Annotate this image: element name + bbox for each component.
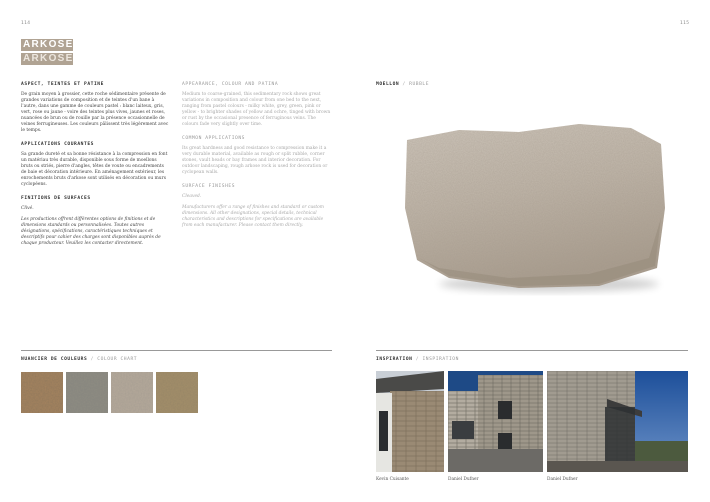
moellon-heading: MOELLON / RUBBLE	[376, 82, 430, 87]
inspiration-en: INSPIRATION	[422, 357, 459, 362]
appearance-body: Medium to coarse-grained, this sedimentary rock shows great variations in composition and colour from one bed to the next, ranging from pastel colours - milky white, grey, green, pink or yellow - to brighter shades of yellow and ochre, tinged with brown or rust by the occasional presence of ferruginous veins. The colours fade very slightly over time.	[182, 92, 331, 127]
divider-left	[21, 350, 332, 351]
photo-caption-2: Daniel Dufner	[448, 477, 479, 482]
colour-chart-heading: NUANCIER DE COULEURS / COLOUR CHART	[21, 357, 138, 362]
nuancier-fr: NUANCIER DE COULEURS	[21, 357, 88, 362]
english-column	[182, 82, 332, 229]
common-applications-heading: COMMON APPLICATIONS	[182, 136, 245, 141]
aspect-heading: ASPECT, TEINTES ET PATINE	[21, 82, 104, 87]
divider-right	[376, 350, 688, 351]
inspiration-photo-1	[376, 371, 444, 472]
inspiration-heading: INSPIRATION / INSPIRATION	[376, 357, 459, 362]
finishes-body: Les productions offrent différentes options de finitions et de dimensions standards ou personnalisées. Toutes autres désignations, spécifications, caractéristiques techniques et descriptifs pour cahier des charges sont disponibles auprès de chaque producteur. Veuillez les contacter directement.	[21, 217, 161, 246]
common-applications-body: Its great hardness and good resistance to compression make it a very durable material, available as rough or split rubble, corner stones, vault heads or bay frames and interior decoration. For outdoor landscaping, rough arkose rock is used for decoration or cyclopean walls.	[182, 146, 328, 175]
colour-swatch-3	[111, 372, 153, 413]
surface-finishes-body: Manufacturers offer a range of finishes and standard or custom dimensions. All other designations, special details, technical characteristics and descriptions for specifications are available from each manufacturer. Please contact them directly.	[182, 205, 324, 228]
page-number-left: 114	[21, 21, 31, 26]
photo-caption-3: Daniel Dufner	[547, 477, 578, 482]
colour-swatch-1	[21, 372, 63, 413]
aspect-body: De grain moyen à grossier, cette roche sédimentaire présente de grandes variations de composition et de teintes d'un bane à l'autre, dans une gamme de couleurs pastel : blanc laiteux, gris, vert, rose ou jaune - voire des teintes plus vives, jaunes et roses, nuancées de brun ou de rouille par la présence occasionnelle de veines ferrugineuses. Les couleurs pâlissent très légèrement avec le temps.	[21, 92, 169, 133]
page-number-right: 115	[680, 21, 690, 26]
photo-caption-1: Kevin Cuisante	[376, 477, 409, 482]
applications-heading: APPLICATIONS COURANTES	[21, 142, 94, 147]
moellon-en: RUBBLE	[409, 82, 430, 87]
finishes-heading: FINITIONS DE SURFACES	[21, 196, 91, 201]
inspiration-photo-3	[547, 371, 688, 472]
appearance-heading: APPEARANCE, COLOUR AND PATINA	[182, 82, 279, 87]
french-column	[21, 82, 169, 247]
finishes-item: Clivé.	[21, 206, 34, 211]
surface-finishes-heading: SURFACE FINISHES	[182, 184, 236, 189]
inspiration-fr: INSPIRATION	[376, 357, 413, 362]
colour-swatch-4	[156, 372, 198, 413]
title-fr: ARKOSE	[23, 39, 74, 50]
inspiration-photo-2	[448, 371, 543, 472]
applications-body: Sa grande dureté et sa bonne résistance à la compression en font un matériau très durable, disponible sous forme de moellons bruts ou striés, pierre d'angles, têtes de voute ou encadrements de baie et décoration intérieure. En aménagement extérieur, les enrochements bruts d'arkose sont utilisés en décoration ou murs cyclopéens.	[21, 152, 168, 187]
colour-swatch-2	[66, 372, 108, 413]
surface-finishes-item: Cleaved.	[182, 194, 202, 199]
rubble-stone-image	[399, 118, 669, 298]
moellon-fr: MOELLON	[376, 82, 400, 87]
nuancier-en: COLOUR CHART	[97, 357, 138, 362]
title-en: ARKOSE	[23, 53, 74, 64]
